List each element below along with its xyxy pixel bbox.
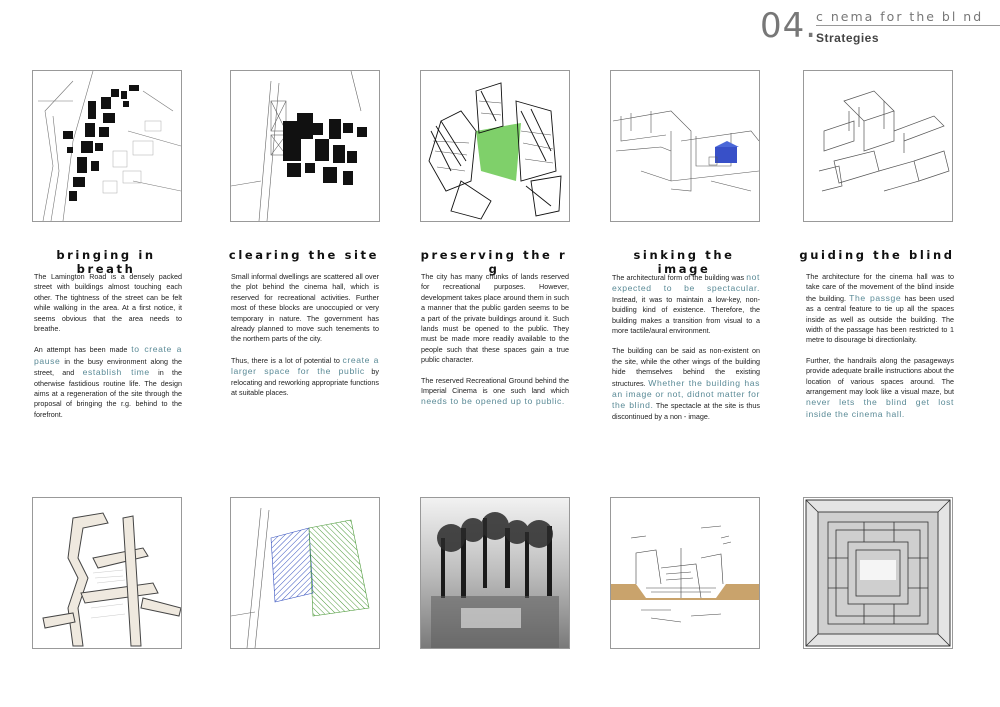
street-network-plan-image: [32, 497, 182, 649]
highlighted-text: never lets the blind get lost inside the cinema hall.: [806, 397, 954, 419]
column-title-preserving: preserving the r g: [420, 248, 568, 276]
paragraph: [806, 356, 954, 420]
text-run: Instead, it was to maintain a low-key, non-buidling kind of existence. Therefore, the building makes a transition from visual to a more tactile/aural environment.: [612, 294, 760, 336]
column-text-breath: [34, 272, 182, 430]
text-run: Small informal dwellings are scattered all over the plot behind the cinema hall, which is reserved for recreational activities. Further most of these blocks are unoccupied or very temporary in nature. The government has already planned to move such tenements to the northern parts of the city.: [231, 272, 379, 344]
text-run: The city has many chunks of lands reserved for recreational purposes. However, development takes place around them in such a manner that the public garden seems to be a part of the private buildings around it. Such lands must be opened to the public. They must be made more readily available to the people such that these spaces gain a true public character.: [421, 272, 569, 365]
paragraph: [421, 376, 569, 408]
text-run: An attempt has been made: [34, 345, 132, 355]
text-run: The reserved Recreational Ground behind the Imperial Cinema is one such land which: [421, 375, 569, 396]
highlighted-text: to create a pause: [34, 344, 182, 366]
passage-axonometric-image: [803, 70, 953, 222]
paragraph: [421, 272, 569, 366]
massing-sketch-image: [420, 70, 570, 222]
street-perspective-sketch-icon: [611, 71, 759, 221]
site-plan-blocks-image: [230, 70, 380, 222]
highlighted-text: not expected to be spectacular.: [612, 272, 760, 294]
figure-ground-plan-image: [32, 70, 182, 222]
massing-sketch-green-icon: [421, 71, 569, 221]
column-text-guiding: [806, 272, 954, 430]
section-subtitle: Strategies: [816, 31, 880, 45]
section-sketch-image: [610, 497, 760, 649]
text-run: Further, the handrails along the pasageways provide adequate braille instructions about the location of various spaces around. The arrangement may look like a visual maze, but: [806, 355, 954, 397]
project-title: c nema for the bl nd: [816, 9, 984, 24]
text-run: The spectacle at the site is thus discontinued by a non - image.: [612, 401, 760, 421]
passage-axonometric-icon: [804, 71, 952, 221]
text-run: The building can be said as non-existent on the site, while the other wings of the building hide themselves behind the existing structures.: [612, 346, 760, 388]
column-title-sinking: sinking the image: [633, 248, 735, 276]
column-title-clearing: clearing the site: [228, 248, 380, 262]
paragraph: [612, 272, 760, 336]
paragraph: [34, 344, 182, 420]
paragraph: [806, 272, 954, 346]
header-divider: [816, 25, 1000, 26]
text-run: The architectural form of the building was: [612, 273, 747, 282]
section-number: 04.: [760, 6, 818, 46]
text-run: Thus, there is a lot of potential to: [231, 355, 343, 365]
cleared-site-hatched-image: [230, 497, 380, 649]
column-text-preserving: [421, 272, 569, 418]
site-plan-blocks-icon: [231, 71, 379, 221]
column-text-sinking: [612, 272, 760, 432]
column-text-clearing: [231, 272, 379, 408]
figure-ground-plan-icon: [33, 71, 181, 221]
highlighted-text: Whether the building has an image or not, didnot matter for the blind.: [612, 377, 760, 411]
section-sketch-icon: [611, 498, 759, 648]
tree-model-photo-image: [420, 497, 570, 649]
cleared-site-hatched-plan-icon: [231, 498, 379, 648]
highlighted-text: establish time: [82, 367, 150, 378]
paragraph: [34, 272, 182, 334]
text-run: The architecture for the cinema hall was to take care of the movement of the blind inside the building.: [806, 272, 954, 303]
text-run: has been used as a central feature to tie up all the spaces inside as well as outside the building. The width of the passage has been restricted to 1 metre to disourage bi directionlaity.: [806, 293, 954, 345]
tree-model-photo-icon: [421, 498, 569, 648]
paragraph: [231, 355, 379, 399]
paragraph: [612, 346, 760, 422]
paragraph: [231, 272, 379, 345]
maze-model-top-view-image: [803, 497, 953, 649]
text-run: The Lamington Road is a densely packed street with buildings almost touching each other. The tightness of the street can be felt while walking in the area. At a first notice, it seems obvious that the area needs to breathe.: [34, 272, 182, 334]
highlighted-text: create a larger space for the public: [231, 354, 379, 377]
highlighted-text: The passge: [849, 292, 902, 303]
text-run: by relocating and reworking appropriate functions at suitable places.: [231, 367, 379, 398]
street-network-plan-icon: [33, 498, 181, 648]
column-title-guiding: guiding the blind: [799, 248, 955, 262]
maze-model-top-view-icon: [804, 498, 952, 648]
text-run: in the busy environment along the street, and: [34, 356, 182, 378]
text-run: in the otherwise fastidious routine life. The design aims at a regeneration of the site through the proposal of bringing the r.g. behind to the forefront.: [34, 368, 182, 419]
column-title-breath: bringing in breath: [56, 248, 156, 276]
highlighted-text: needs to be opened up to public.: [421, 396, 565, 407]
street-perspective-image: [610, 70, 760, 222]
